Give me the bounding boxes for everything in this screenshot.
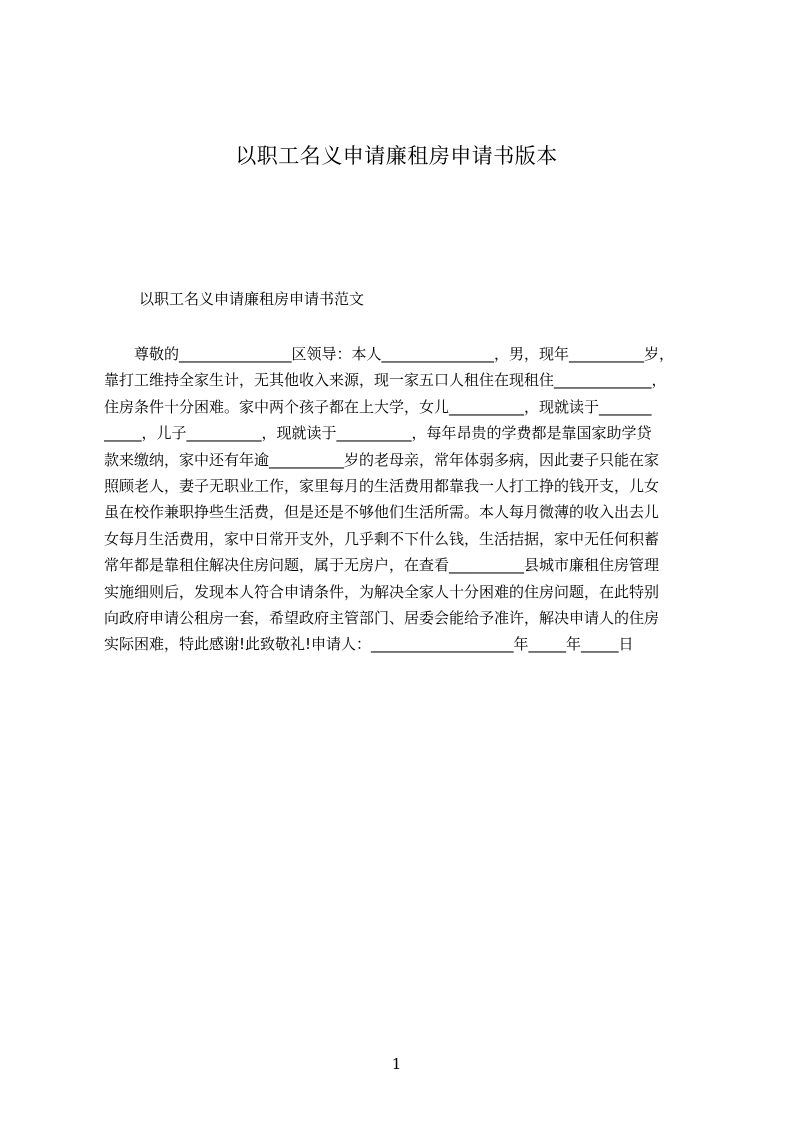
document-title: 以职工名义申请廉租房申请书版本 xyxy=(235,144,558,168)
body-line: 实际困难，特此感谢!此致敬礼!申请人：___________________年_____年_____日 xyxy=(104,635,634,654)
body-line: 常年都是靠租住解决住房问题，属于无房户，在查看__________县城市廉租住房管理 xyxy=(104,556,660,575)
body-line: 向政府申请公租房一套，希望政府主管部门、居委会能给予准许，解决申请人的住房 xyxy=(104,608,660,627)
body-line: 尊敬的_______________区领导：本人_______________，男，现年__________岁， xyxy=(104,345,675,363)
body-line: 住房条件十分困难。家中两个孩子都在上大学，女儿__________，现就读于_______ xyxy=(104,397,652,416)
body-line: 虽在校作兼职挣些生活费，但是还是不够他们生活所需。本人每月微薄的收入出去儿 xyxy=(104,503,660,522)
body-line: 照顾老人，妻子无职业工作，家里每月的生活费用都靠我一人打工挣的钱开支，儿女 xyxy=(104,476,660,495)
body-line: 款来缴纳，家中还有年逾__________岁的老母亲，常年体弱多病，因此妻子只能在家 xyxy=(104,450,660,469)
body-line: 实施细则后，发现本人符合申请条件，为解决全家人十分困难的住房问题，在此特别 xyxy=(104,582,660,601)
body-line: _____，儿子__________，现就读于__________，每年昂贵的学费都是靠国家助学贷 xyxy=(104,424,652,443)
document-body xyxy=(104,341,704,658)
page-number: 1 xyxy=(391,1055,402,1073)
body-line: 靠打工维持全家生计，无其他收入来源，现一家五口人租住在现租住_____________， xyxy=(104,371,667,390)
document-subtitle: 以职工名义申请廉租房申请书范文 xyxy=(139,290,365,308)
body-line: 女每月生活费用，家中日常开支外，几乎剩不下什么钱，生活拮据，家中无任何积蓄 xyxy=(104,529,660,548)
